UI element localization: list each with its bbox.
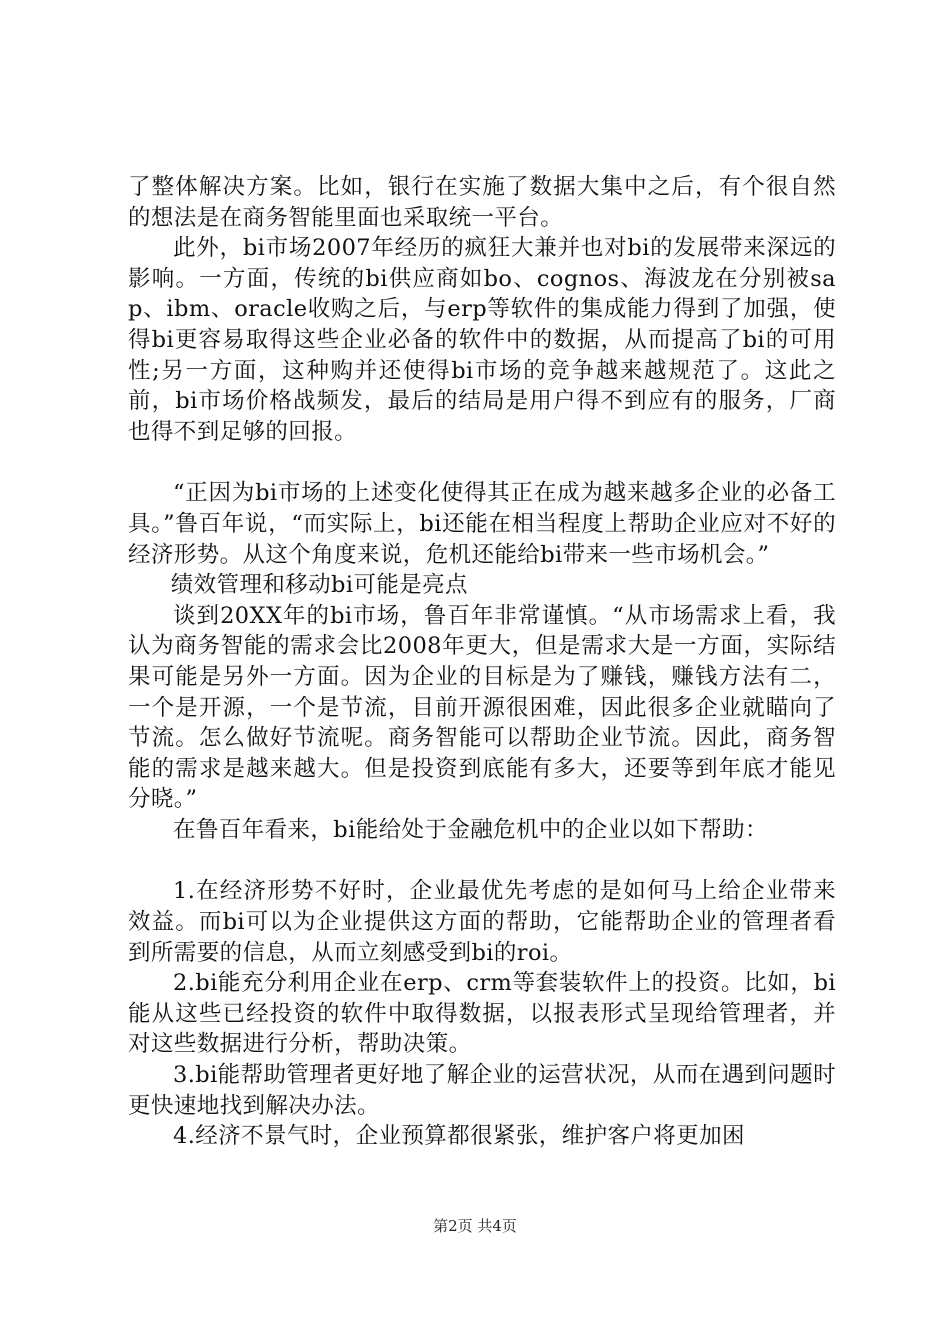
paragraph-bi-merger: 此外，bi市场2007年经历的疯狂大兼并也对bi的发展带来深远的影响。一方面，传统的bi供应商如bo、cognos、海波龙在分别被sap、ibm、oracle收购之后，与erp等软件的集成能力得到了加强，使得bi更容易取得这些企业必备的软件中的数据，从而提高了bi的可用性;另一方面，这种购并还使得bi市场的竞争越来越规范了。这此之前，bi市场价格战频发，最后的结局是用户得不到应有的服务，厂商也得不到足够的回报。 [128, 235, 836, 445]
document-body [128, 172, 836, 1152]
page-number-footer: 第2页 共4页 [433, 1217, 517, 1235]
paragraph-help-intro: 在鲁百年看来，bi能给处于金融危机中的企业以如下帮助： [173, 816, 768, 843]
list-item-4: 4.经济不景气时，企业预算都很紧张，维护客户将更加困 [173, 1123, 745, 1150]
list-item-1: 1.在经济形势不好时，企业最优先考虑的是如何马上给企业带来效益。而bi可以为企业提供这方面的帮助，它能帮助企业的管理者看到所需要的信息，从而立刻感受到bi的roi。 [128, 878, 836, 966]
paragraph-continuation: 了整体解决方案。比如，银行在实施了数据大集中之后，有个很自然的想法是在商务智能里面也采取统一平台。 [128, 174, 836, 231]
list-item-3: 3.bi能帮助管理者更好地了解企业的运营状况，从而在遇到问题时更快速地找到解决办法。 [128, 1062, 836, 1119]
list-item-2: 2.bi能充分利用企业在erp、crm等套装软件上的投资。比如，bi能从这些已经投资的软件中取得数据，以报表形式呈现给管理者，并对这些数据进行分析，帮助决策。 [128, 970, 836, 1058]
paragraph-quote: “正因为bi市场的上述变化使得其正在成为越来越多企业的必备工具。”鲁百年说，“而实际上，bi还能在相当程度上帮助企业应对不好的经济形势。从这个角度来说，危机还能给bi带来一些市场机会。” [128, 480, 836, 568]
paragraph-market-outlook: 谈到20XX年的bi市场，鲁百年非常谨慎。“从市场需求上看，我认为商务智能的需求会比2008年更大，但是需求大是一方面，实际结果可能是另外一方面。因为企业的目标是为了赚钱，赚钱方法有二，一个是开源，一个是节流，目前开源很困难，因此很多企业就瞄向了节流。怎么做好节流呢。商务智能可以帮助企业节流。因此，商务智能的需求是越来越大。但是投资到底能有多大，还要等到年底才能见分晓。” [128, 602, 836, 813]
section-heading: 绩效管理和移动bi可能是亮点 [170, 572, 468, 599]
